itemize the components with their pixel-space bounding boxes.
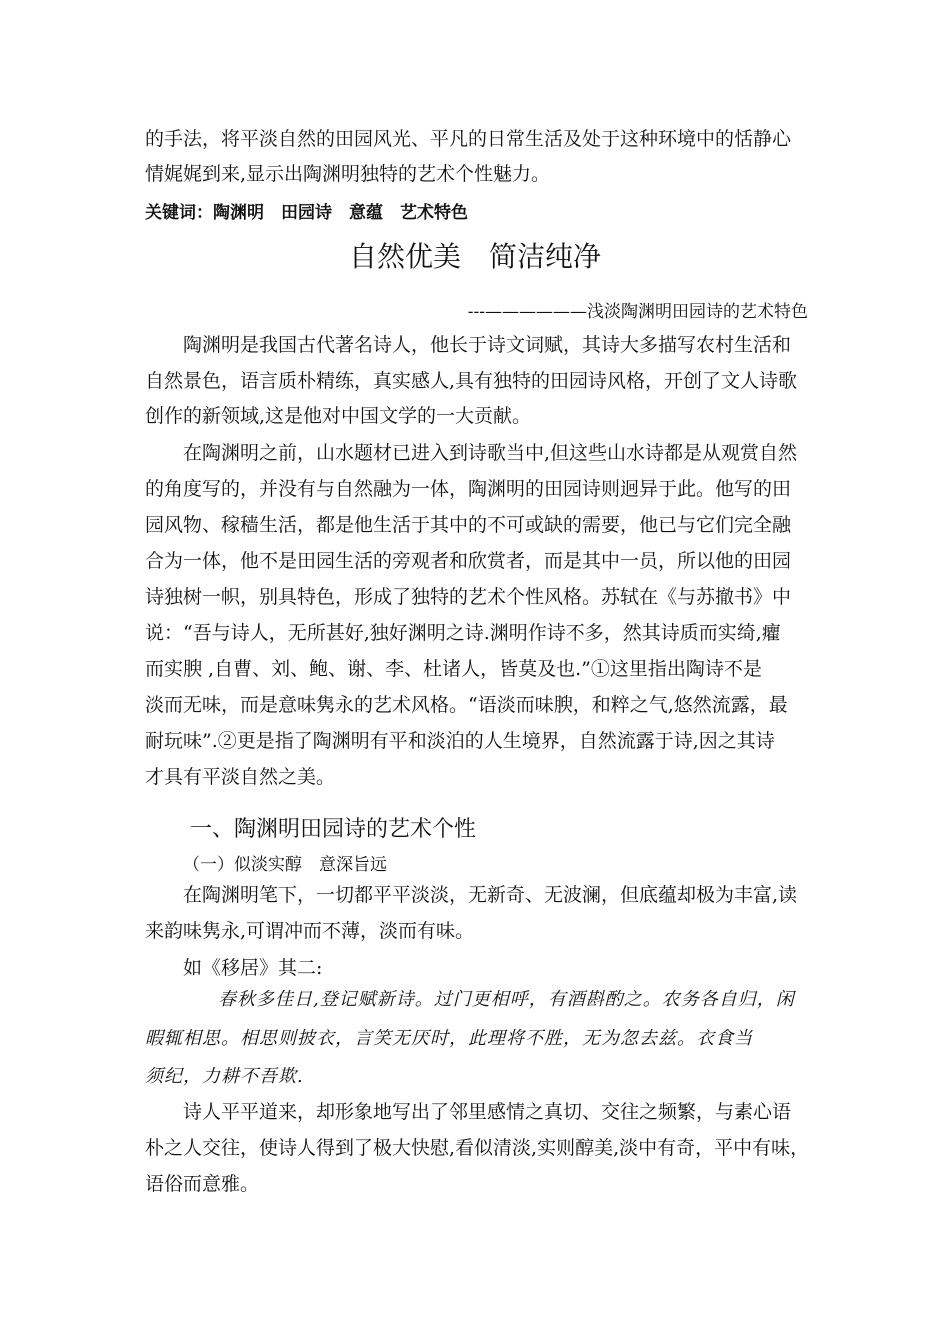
poem-quote-line: 春秋多佳日,登记赋新诗。过门更相呼，有酒斟酌之。农务各自归，闲	[218, 989, 795, 1010]
paragraph-line: 在陶渊明之前，山水题材已进入到诗歌当中,但这些山水诗都是从观赏自然	[183, 442, 798, 464]
paragraph-line: 耐玩味”.②更是指了陶渊明有平和淡泊的人生境界，自然流露于诗,因之其诗	[145, 730, 775, 752]
article-subtitle: ---——————浅淡陶渊明田园诗的艺术特色	[467, 302, 808, 322]
paragraph-line: 才具有平淡自然之美。	[145, 766, 336, 788]
paragraph-line: 诗独树一帜，别具特色，形成了独特的艺术个性风格。苏轼在《与苏撤书》中	[145, 586, 792, 608]
poem-quote-line: 须纪，力耕不吾欺.	[145, 1066, 304, 1087]
paragraph-line: 自然景色，语言质朴精练，真实感人,具有独特的田园诗风格，开创了文人诗歌	[145, 370, 798, 392]
paragraph-line: 园风物、稼穑生活，都是他生活于其中的不可或缺的需要，他已与它们完全融	[145, 514, 792, 536]
paragraph-line: 合为一体，他不是田园生活的旁观者和欣赏者，而是其中一员，所以他的田园	[145, 550, 792, 572]
subsection-heading: （一）似淡实醇 意深旨远	[183, 855, 387, 875]
article-title: 自然优美 简洁纯净	[348, 240, 601, 273]
paragraph-line: 说：“吾与诗人，无所甚好,独好渊明之诗.渊明作诗不多，然其诗质而实绮,癯	[145, 622, 781, 644]
paragraph-line: 的角度写的，并没有与自然融为一体，陶渊明的田园诗则迥异于此。他写的田	[145, 478, 792, 500]
paragraph-line: 语俗而意雅。	[145, 1173, 260, 1195]
intro-line: 的手法，将平淡自然的田园风光、平凡的日常生活及处于这种环境中的恬静心	[145, 128, 792, 150]
poem-quote-line: 暇辄相思。相思则披衣，言笑无厌时，此理将不胜，无为忽去兹。衣食当	[145, 1028, 753, 1049]
quote-intro: 如《移居》其二:	[183, 957, 323, 979]
paragraph-line: 来韵味隽永,可谓冲而不薄，淡而有味。	[145, 920, 475, 942]
intro-line: 情娓娓到来,显示出陶渊明独特的艺术个性魅力。	[145, 163, 551, 185]
paragraph-line: 朴之人交往，使诗人得到了极大快慰,看似清淡,实则醇美,淡中有奇，平中有味，	[145, 1137, 810, 1159]
section-heading: 一、陶渊明田园诗的艺术个性	[190, 817, 477, 842]
paragraph-line: 在陶渊明笔下，一切都平平淡淡，无新奇、无波澜，但底蕴却极为丰富,读	[183, 884, 798, 906]
paragraph-line: 陶渊明是我国古代著名诗人，他长于诗文词赋，其诗大多描写农村生活和	[183, 334, 792, 356]
paragraph-line: 诗人平平道来，却形象地写出了邻里感情之真切、交往之频繁，与素心语	[183, 1101, 792, 1123]
keywords: 关键词：陶渊明 田园诗 意蕴 艺术特色	[145, 203, 468, 223]
paragraph-line: 创作的新领域,这是他对中国文学的一大贡献。	[145, 405, 532, 427]
paragraph-line: 而实腴 ,自曹、刘、鲍、谢、李、杜诸人，皆莫及也.”①这里指出陶诗不是	[145, 658, 762, 680]
paragraph-line: 淡而无味，而是意味隽永的艺术风格。“语淡而味腴，和粹之气,悠然流露，最	[145, 694, 788, 716]
